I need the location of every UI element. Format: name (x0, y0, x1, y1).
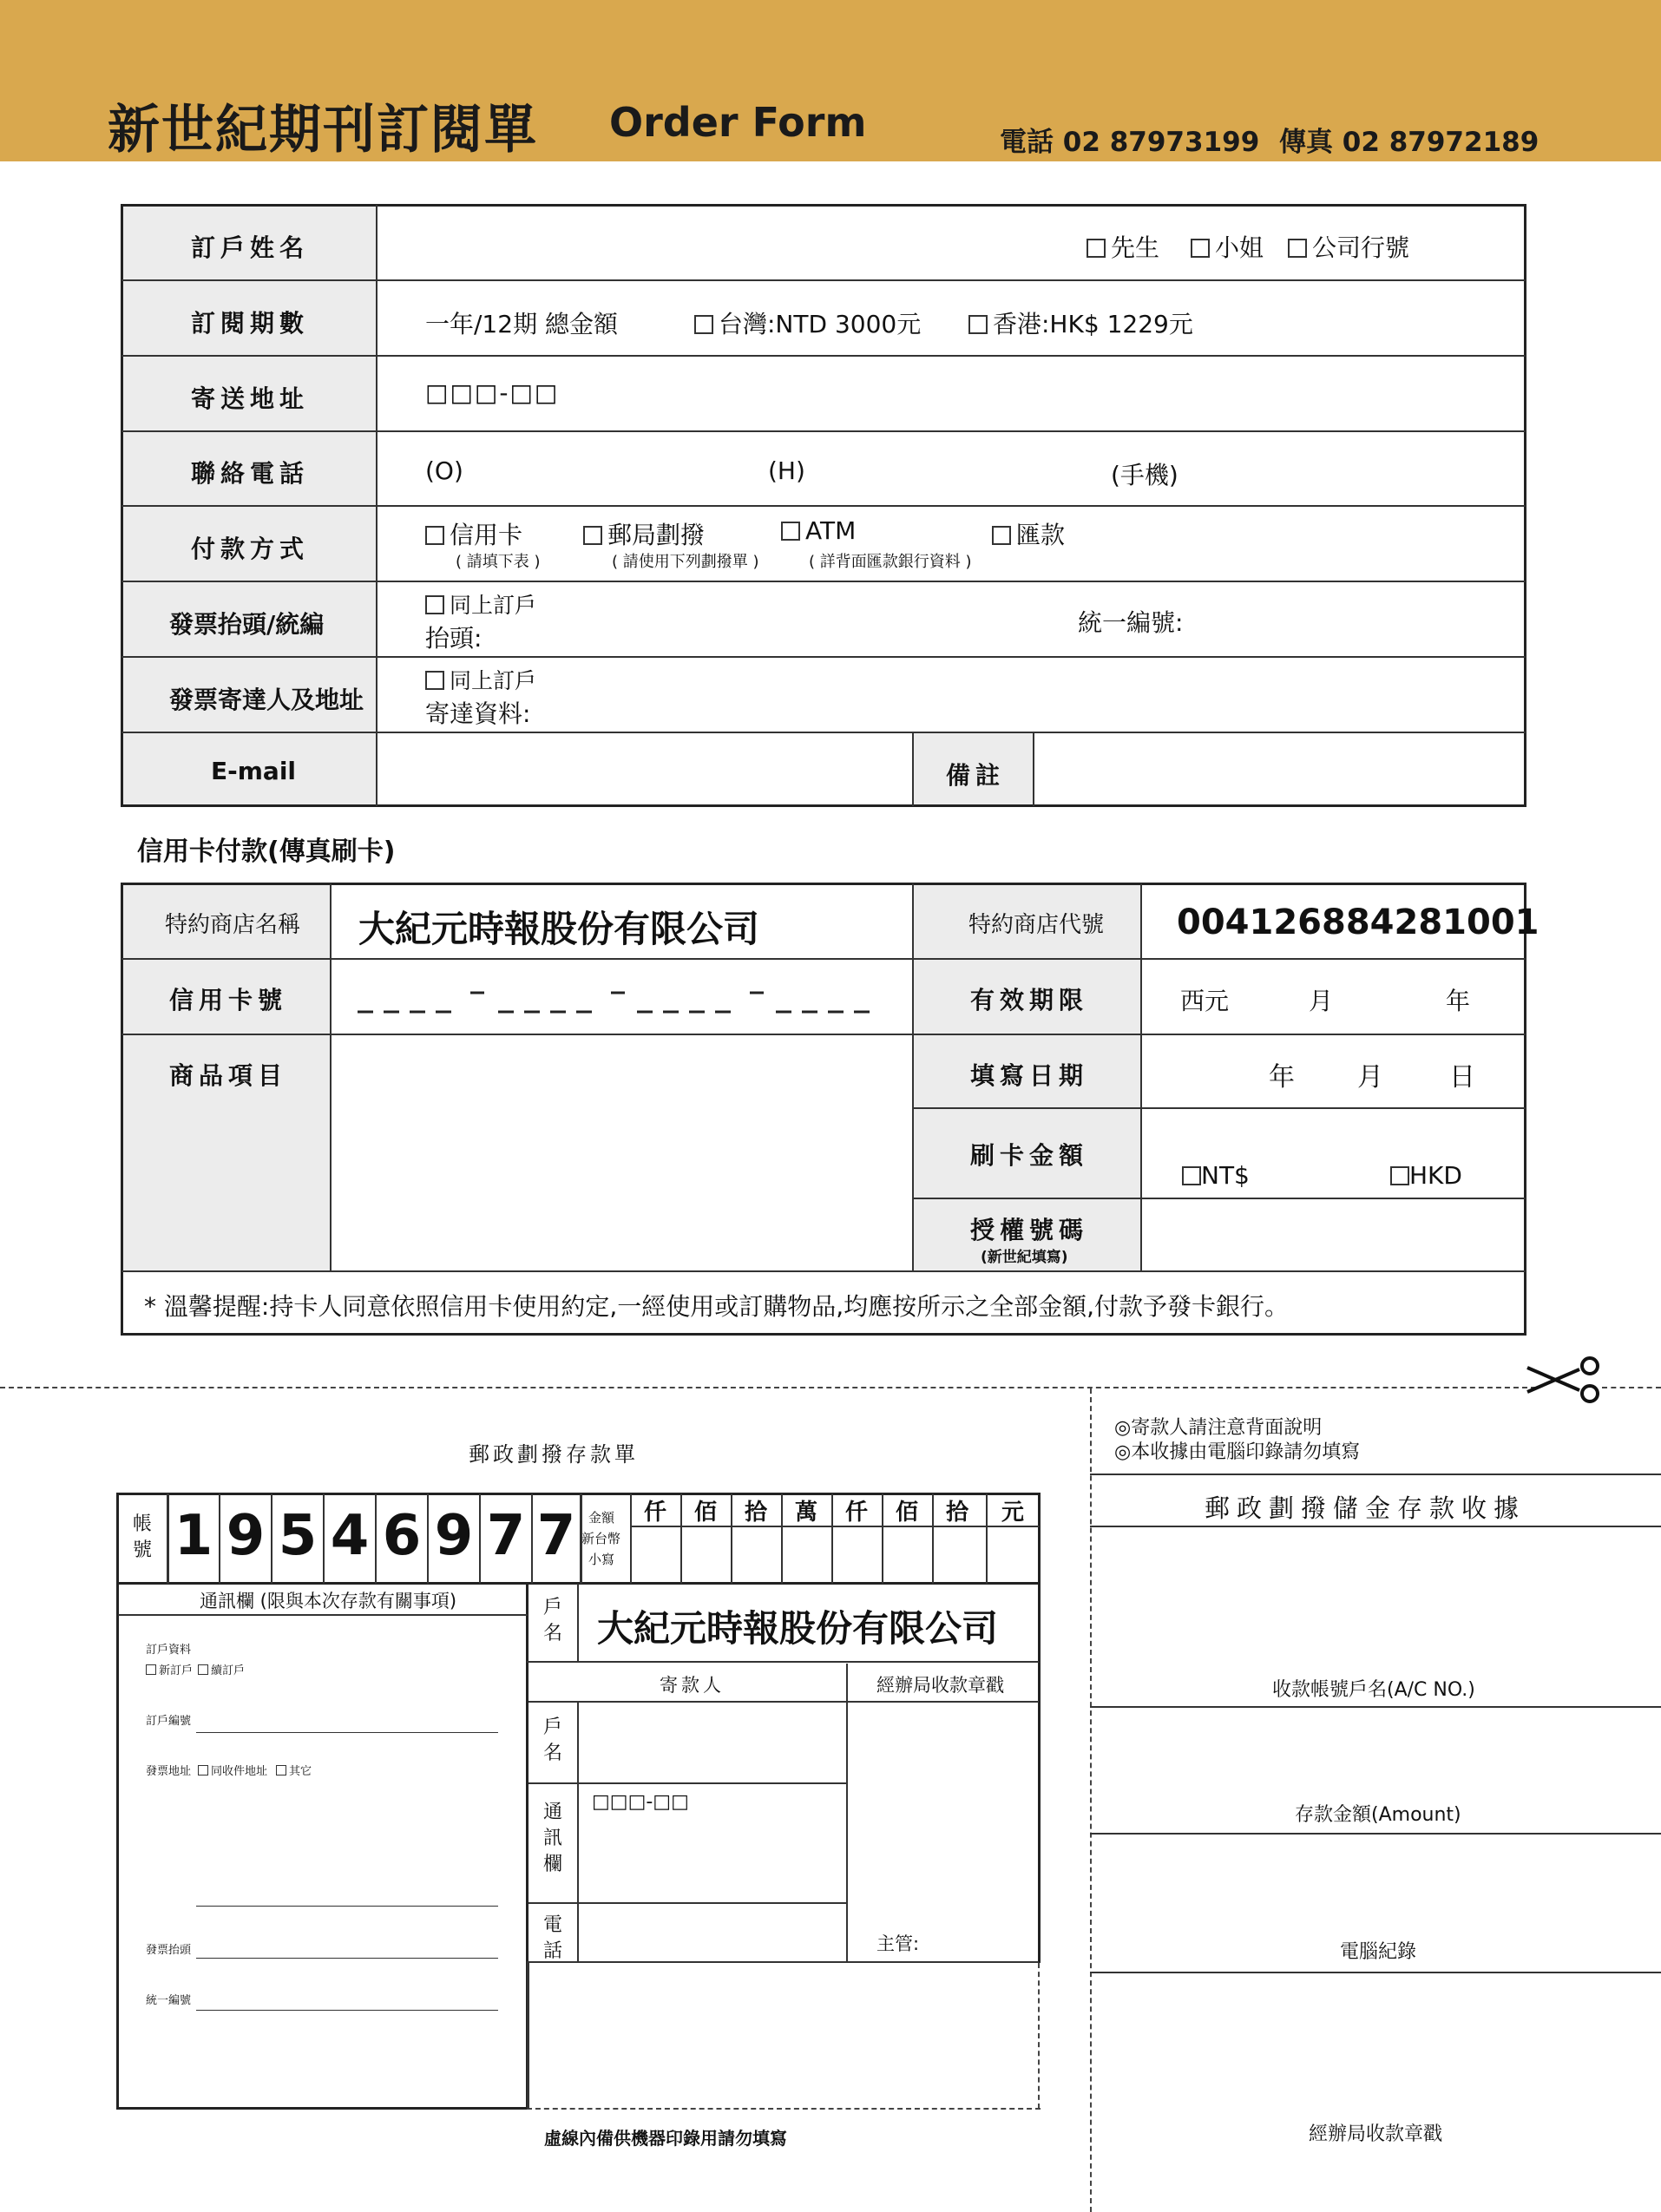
invoice-head-label: 抬頭: (425, 624, 483, 653)
label-payment: 付款方式 (191, 535, 310, 563)
checkbox[interactable] (992, 526, 1011, 545)
label-invoice-title: 發票抬頭/統編 (169, 610, 325, 639)
checkbox[interactable] (425, 526, 444, 545)
checkbox[interactable] (1087, 239, 1106, 258)
memo-subscriber-label: 訂戶資料 (146, 1644, 192, 1657)
checkbox[interactable] (694, 315, 713, 334)
mail-same-as[interactable]: 同上訂戶 (425, 664, 536, 695)
cc-table (121, 883, 1526, 1336)
title-option-mr[interactable]: 先生 (1087, 229, 1159, 264)
amount-nt-option[interactable]: NT$ (1182, 1161, 1250, 1190)
periods-text: 一年/12期 總金額 (425, 310, 618, 338)
supervisor-label: 主管: (876, 1933, 920, 1954)
memo-same-recv-option[interactable]: 同收件地址 (198, 1762, 267, 1778)
tax-id-label: 統一編號: (1078, 608, 1184, 637)
label-subscriber-name: 訂戶姓名 (191, 233, 310, 262)
pay-postal-transfer[interactable]: 郵局劃撥 (583, 516, 705, 551)
price-hk-option[interactable]: 香港:HK$ 1229元 (968, 305, 1193, 340)
amount-unit: 佰 (895, 1500, 918, 1526)
receipt-stamp: 經辦局收款章戳 (1309, 2123, 1443, 2145)
checkbox[interactable] (1288, 239, 1307, 258)
label-expiry: 有效期限 (970, 986, 1089, 1014)
account-digit: 7 (536, 1504, 576, 1568)
receipt-title: 郵政劃撥儲金存款收據 (1205, 1493, 1526, 1523)
memo-header: 通訊欄 (限與本次存款有關事項) (200, 1591, 457, 1611)
memo-invoice-addr-label: 發票地址 (146, 1765, 192, 1778)
label-merchant-code: 特約商店代號 (968, 912, 1105, 938)
memo-renew-option[interactable]: 續訂戶 (198, 1661, 245, 1677)
pay-atm-note: ( 詳背面匯款銀行資料 ) (809, 553, 972, 571)
label-items: 商品項目 (169, 1061, 288, 1090)
receipt-divider (1090, 1388, 1092, 2212)
label-card-number: 信用卡號 (169, 986, 288, 1014)
account-digit: 5 (278, 1504, 318, 1568)
checkbox[interactable] (1390, 1166, 1409, 1185)
label-email: E-mail (211, 757, 297, 785)
label-auth-code: 授權號碼 (970, 1216, 1089, 1244)
postal-footer: 虛線內備供機器印錄用請勿填寫 (544, 2128, 787, 2149)
receipt-note-1: ◎寄款人請注意背面說明 (1114, 1417, 1323, 1439)
account-digit: 6 (382, 1504, 422, 1568)
postal-title: 郵政劃撥存款單 (469, 1442, 639, 1467)
checkbox[interactable] (1182, 1166, 1201, 1185)
sender-header: 寄款人 (660, 1675, 725, 1696)
sender-postal-boxes[interactable]: □□□-□□ (592, 1791, 689, 1813)
account-label: 帳號 (132, 1513, 152, 1561)
checkbox[interactable] (146, 1664, 156, 1675)
sender-phone-label: 電話 (542, 1914, 562, 1962)
sender-memo-label: 通訊欄 (542, 1802, 562, 1875)
payee-label: 戶名 (542, 1597, 562, 1644)
mail-info-label: 寄達資料: (425, 699, 531, 728)
amount-label-1: 金額 (588, 1510, 615, 1526)
merchant-code: 004126884281001 (1177, 903, 1540, 942)
amount-unit: 拾 (945, 1500, 968, 1526)
payee-name: 大紀元時報股份有限公司 (597, 1607, 999, 1650)
pay-atm[interactable]: ATM (781, 516, 856, 545)
sender-name-label: 戶名 (542, 1716, 562, 1764)
checkbox[interactable] (198, 1765, 208, 1776)
scissors-icon (1524, 1355, 1602, 1408)
title-option-ms[interactable]: 小姐 (1191, 229, 1264, 264)
price-tw-option[interactable]: 台灣:NTD 3000元 (694, 305, 921, 340)
phone-home: (H) (768, 456, 805, 485)
amount-label-3: 小寫 (588, 1552, 615, 1567)
pay-credit-card[interactable]: 信用卡 (425, 516, 522, 551)
invoice-same-as[interactable]: 同上訂戶 (425, 588, 536, 620)
pay-postal-note: ( 請使用下列劃撥單 ) (612, 553, 759, 571)
amount-unit: 仟 (844, 1500, 868, 1526)
checkbox[interactable] (583, 526, 602, 545)
sender-block (527, 1663, 1041, 1963)
label-fill-date: 填寫日期 (970, 1061, 1089, 1090)
amount-unit: 佰 (693, 1500, 717, 1526)
memo-new-option[interactable]: 新訂戶 (146, 1661, 193, 1677)
card-number-segments (358, 975, 883, 1019)
title-option-company[interactable]: 公司行號 (1288, 229, 1409, 264)
checkbox[interactable] (276, 1765, 286, 1776)
label-phone: 聯絡電話 (191, 459, 310, 488)
amount-unit: 萬 (794, 1500, 817, 1526)
memo-tax-id-label: 統一編號 (146, 1994, 192, 2007)
receipt-account-name: 收款帳號戶名(A/C NO.) (1272, 1679, 1475, 1701)
card-number-field[interactable] (358, 975, 883, 1019)
memo-invoice-title-label: 發票抬頭 (146, 1944, 192, 1957)
account-digit: 1 (174, 1504, 213, 1568)
stamp-header: 經辦局收款章戳 (876, 1675, 1004, 1696)
checkbox[interactable] (198, 1664, 208, 1675)
amount-unit: 仟 (643, 1500, 666, 1526)
cc-reminder: * 溫馨提醒:持卡人同意依照信用卡使用約定,一經使用或訂購物品,均應按所示之全部金額,付款予發卡銀行。 (144, 1292, 1290, 1321)
checkbox[interactable] (968, 315, 988, 334)
expiry-month: 月 (1309, 987, 1334, 1015)
label-merchant-name: 特約商店名稱 (165, 912, 301, 938)
date-day: 日 (1449, 1062, 1475, 1093)
auth-code-note: (新世紀填寫) (981, 1249, 1068, 1266)
page-subtitle: Order Form (609, 99, 867, 146)
account-digit: 9 (226, 1504, 266, 1568)
postal-code-boxes[interactable]: □□□-□□ (425, 378, 560, 407)
merchant-name: 大紀元時報股份有限公司 (358, 908, 760, 950)
date-year: 年 (1269, 1062, 1295, 1093)
amount-unit: 拾 (744, 1500, 767, 1526)
expiry-ad: 西元 (1180, 987, 1230, 1015)
label-periods: 訂閱期數 (191, 309, 310, 338)
phone-number: 電話 02 87973199 (1000, 127, 1260, 158)
phone-office: (O) (425, 456, 463, 485)
cc-section-title: 信用卡付款(傳真刷卡) (137, 837, 396, 867)
date-month: 月 (1357, 1062, 1383, 1093)
receipt-note-2: ◎本收據由電腦印錄請勿填寫 (1114, 1441, 1361, 1463)
account-digit: 7 (486, 1504, 526, 1568)
memo-other-option[interactable]: 其它 (276, 1762, 312, 1778)
label-remarks: 備註 (946, 761, 1006, 790)
pay-credit-card-note: ( 請填下表 ) (456, 553, 541, 571)
fax-number: 傳真 02 87972189 (1279, 127, 1540, 158)
label-invoice-addr: 發票寄達人及地址 (169, 686, 364, 714)
label-address: 寄送地址 (191, 384, 310, 413)
checkbox[interactable] (781, 522, 800, 541)
label-amount: 刷卡金額 (970, 1141, 1089, 1170)
receipt-amount: 存款金額(Amount) (1295, 1804, 1461, 1826)
machine-area-border (527, 2108, 1041, 2110)
pay-remittance[interactable]: 匯款 (992, 516, 1065, 551)
amount-label-2: 新台幣 (581, 1531, 621, 1546)
page-title: 新世紀期刊訂閱單 (108, 100, 538, 161)
checkbox[interactable] (1191, 239, 1210, 258)
amount-hkd-option[interactable]: HKD (1390, 1161, 1462, 1190)
checkbox[interactable] (425, 595, 444, 614)
phone-mobile: (手機) (1111, 461, 1178, 489)
account-digit: 9 (434, 1504, 474, 1568)
memo-sub-no-label: 訂戶編號 (146, 1715, 192, 1728)
cut-line (0, 1387, 1536, 1388)
checkbox[interactable] (425, 671, 444, 690)
account-digit: 4 (330, 1504, 370, 1568)
receipt-computer-record: 電腦紀錄 (1340, 1941, 1417, 1963)
amount-unit: 元 (1001, 1500, 1024, 1526)
expiry-year: 年 (1446, 987, 1471, 1015)
